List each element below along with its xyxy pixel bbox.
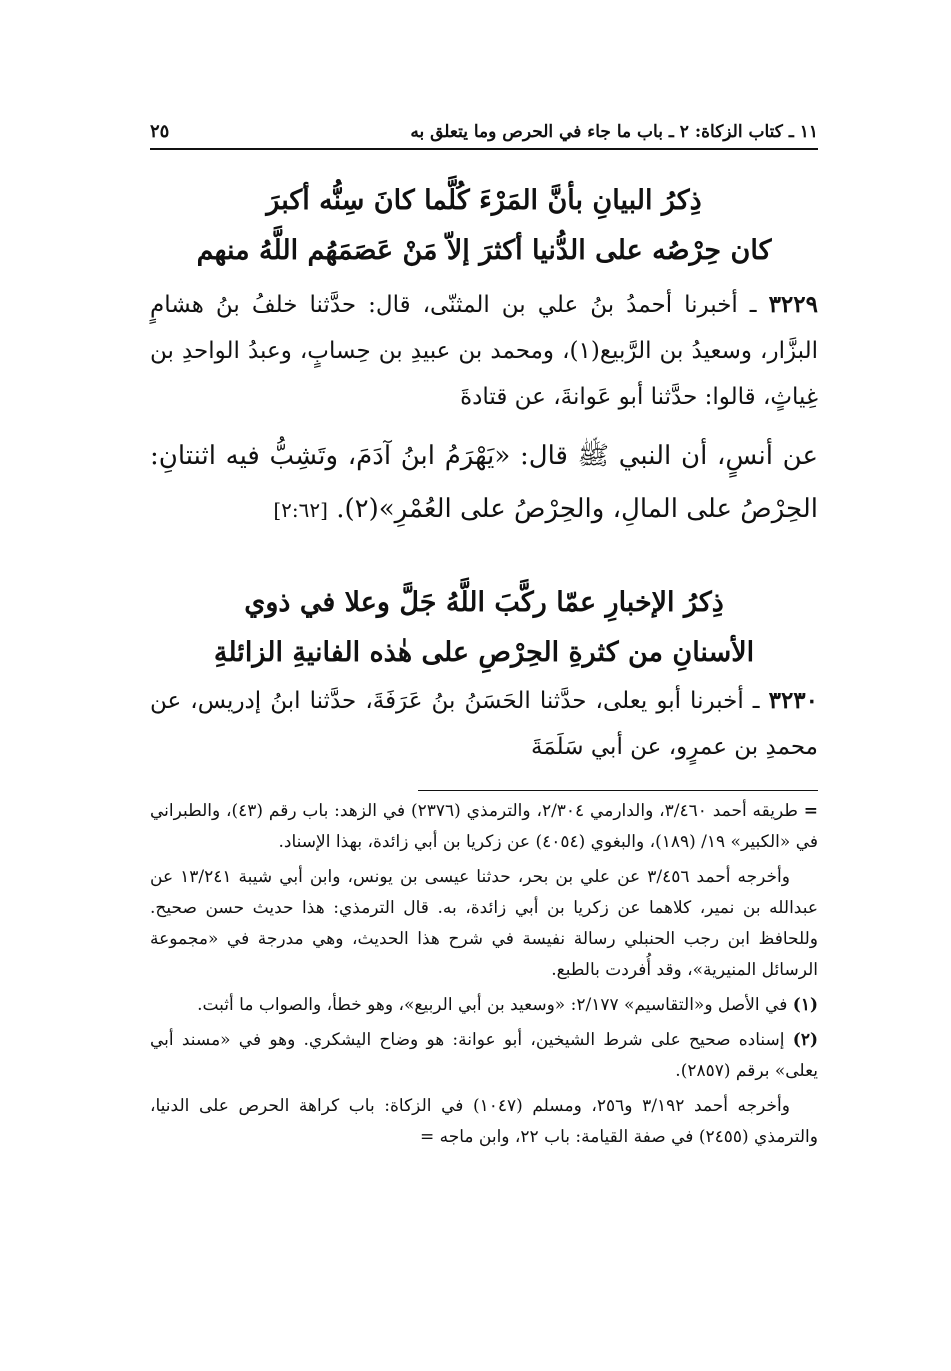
hadith-3229-matn (150, 430, 818, 537)
isnad-text: ـ أخبرنا أحمدُ بنُ علي بن المثنّى، قال: حدَّثنا خلفُ بنُ هشامٍ البزَّار، وسعيدُ بن الرَّبيع(١)، ومحمد بن عبيدِ بن حِسابٍ، وعبدُ الواحدِ بن غِياثٍ، قالوا: حدَّثنا أبو عَوانةَ، عن قتادةَ (150, 292, 818, 410)
footnote-separator (418, 790, 818, 791)
footnote-2 (150, 1025, 818, 1087)
footnote-marker: (٢) (792, 1030, 818, 1050)
footnote-text: وأخرجه أحمد ٣/٤٥٦ عن علي بن بحر، حدثنا عيسى بن يونس، وابن أبي شيبة ١٣/٢٤١ عن عبدالله بن نمير، كلاهما عن زكريا بن أبي زائدة، به. قال الترمذي: هذا حديث حسن صحيح. وللحافظ ابن رجب الحنبلي رسالة نفيسة في شرح هذا الحديث، وهي مدرجة في «مجموعة الرسائل المنيرية»، وقد أُفردت بالطبع. (150, 867, 818, 980)
section-heading-2-line2: الأسنانِ من كثرةِ الحِرْصِ على هٰذه الفانيةِ الزائلةِ (213, 637, 755, 668)
footnotes (150, 796, 818, 1157)
running-title: ١١ ـ كتاب الزكاة: ٢ ـ باب ما جاء في الحرص وما يتعلق به (410, 122, 818, 142)
footnote-text: طريقه أحمد ٣/٤٦٠، والدارمي ٢/٣٠٤، والترمذي (٢٣٧٦) في الزهد: باب رقم (٤٣)، والطبراني في «الكبير» ١٩/ (١٨٩)، والبغوي (٤٠٥٤) عن زكريا بن أبي زائدة، بهذا الإسناد. (150, 801, 818, 852)
hadith-number: ٣٢٣٠ (768, 687, 819, 714)
section-heading-1-line2: كان حِرْصُه على الدُّنيا أكثرَ إلاّ مَنْ عَصَمَهُم اللَّهُ منهم (196, 235, 772, 266)
isnad-text: ـ أخبرنا أبو يعلى، حدَّثنا الحَسَنُ بنُ عَرَفَةَ، حدَّثنا ابنُ إدريس، عن محمدِ بن عمرٍو، عن أبي سَلَمَةَ (150, 688, 818, 760)
hadith-3229-isnad (150, 282, 818, 420)
page-header (150, 110, 818, 150)
hadith-3230-isnad (150, 678, 818, 770)
section-heading-2 (150, 578, 818, 678)
footnote-text: في الأصل و«التقاسيم» ٢/١٧٧: «وسعيد بن أبي الربيع»، وهو خطأ، والصواب ما أثبت. (197, 995, 788, 1015)
hadith-reference: [٢:٦٢] (273, 498, 328, 522)
footnote-marker: (١) (792, 995, 818, 1015)
continuation-marker: = (803, 801, 819, 821)
section-heading-1-line1: ذِكرُ البيانِ بأنَّ المَرْءَ كُلَّما كانَ سِنُّه أكبرَ (266, 185, 702, 216)
section-heading-1 (150, 176, 818, 276)
matn-text: عن أنسٍ، أن النبي ﷺ قال: «يَهْرَمُ ابنُ آدَمَ، وتَشِبُّ فيه اثنتانِ: الحِرْصُ على المالِ، والحِرْصُ على العُمْرِ»(٢). (150, 441, 818, 524)
footnote-1 (150, 990, 818, 1021)
footnote-continuation (150, 796, 818, 858)
footnote-text: وأخرجه أحمد ٣/١٩٢ و٢٥٦، ومسلم (١٠٤٧) في الزكاة: باب كراهة الحرص على الدنيا، والترمذي (٢٤٥٥) في صفة القيامة: باب ٢٢، وابن ماجه = (150, 1096, 818, 1147)
hadith-number: ٣٢٢٩ (768, 291, 818, 318)
section-heading-2-line1: ذِكرُ الإخبارِ عمّا ركَّبَ اللَّهُ جَلَّ وعلا في ذوي (244, 587, 724, 618)
page-number: ٢٥ (150, 121, 170, 142)
footnote-text: إسناده صحيح على شرط الشيخين، أبو عوانة: هو وضاح اليشكري. وهو في «مسند أبي يعلى» برقم (٢٨٥٧). (150, 1030, 818, 1081)
footnote-continuation-para (150, 862, 818, 986)
footnote-2-para (150, 1091, 818, 1153)
